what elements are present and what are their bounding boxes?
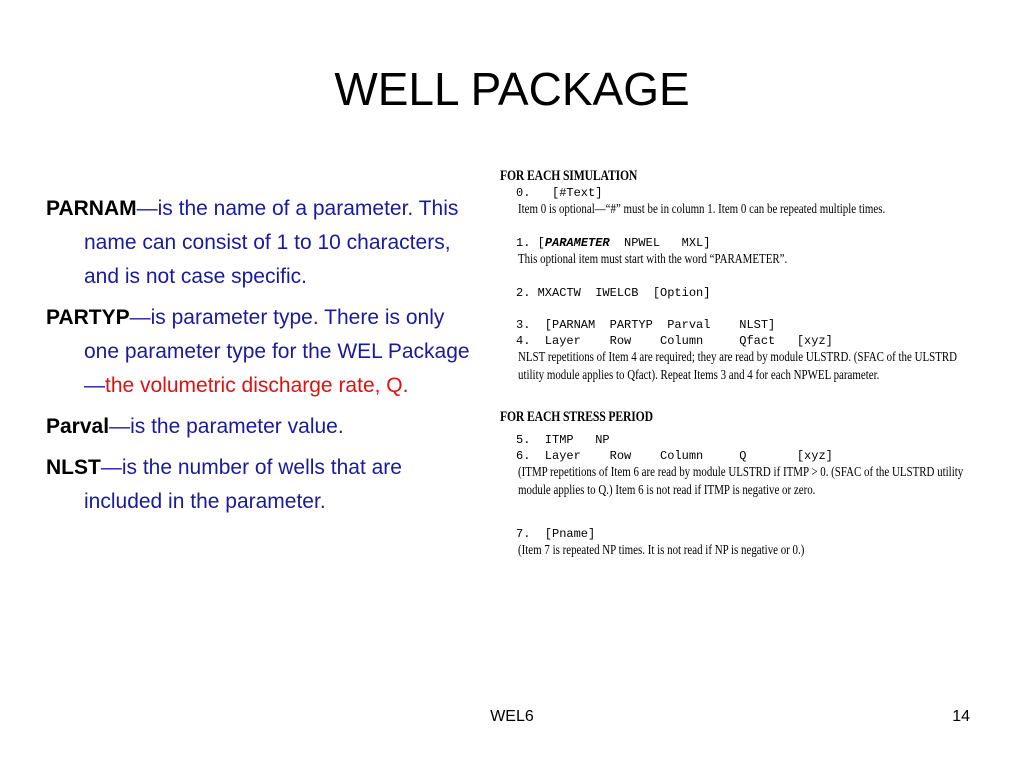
- definitions-list: [46, 192, 476, 526]
- item-3: 3. [PARNAM PARTYP Parval NLST]: [516, 318, 776, 332]
- footer-label: WEL6: [490, 708, 534, 725]
- definition-term: NLST: [46, 456, 101, 479]
- definition-text: —is the name of a parameter. This name can consist of 1 to 10 characters, and is not case specific.: [84, 197, 459, 288]
- definition-nlst: [46, 451, 476, 519]
- definition-term: PARTYP: [46, 306, 130, 329]
- definition-term: Parval: [46, 415, 110, 438]
- note-item-6-line-2: module applies to Q.) Item 6 is not read if ITMP is negative or zero.: [518, 483, 816, 498]
- note-item-6-line-1: (ITMP repetitions of Item 6 are read by module ULSTRD if ITMP > 0. (SFAC of the ULSTRD utility: [518, 465, 964, 480]
- definition-partyp: [46, 301, 476, 403]
- page-number: 14: [952, 708, 970, 725]
- section-header-stress-period: FOR EACH STRESS PERIOD: [500, 409, 653, 425]
- definition-text: —is the number of wells that are included in the parameter.: [84, 456, 402, 513]
- note-item-0: Item 0 is optional—“#” must be in column 1. Item 0 can be repeated multiple times.: [518, 202, 886, 217]
- item-1-prefix: 1. [: [516, 236, 545, 250]
- note-item-1: This optional item must start with the word “PARAMETER”.: [518, 252, 788, 267]
- note-item-7: (Item 7 is repeated NP times. It is not read if NP is negative or 0.): [518, 543, 805, 558]
- section-header-simulation: FOR EACH SIMULATION: [500, 168, 638, 184]
- definition-parnam: [46, 192, 476, 294]
- slide-title: WELL PACKAGE: [334, 63, 690, 115]
- definition-parval: [46, 410, 476, 444]
- definition-text: —is the parameter value.: [109, 415, 344, 438]
- item-0: 0. [#Text]: [516, 186, 603, 200]
- definition-text: —is parameter type. There is only one parameter type for the WEL Package—: [84, 306, 470, 397]
- definition-highlight: the volumetric discharge rate, Q.: [105, 374, 409, 397]
- item-1: [516, 235, 970, 251]
- item-1-rest: NPWEL MXL]: [609, 236, 711, 250]
- item-4: 4. Layer Row Column Qfact [xyz]: [516, 334, 833, 348]
- item-2: 2. MXACTW IWELCB [Option]: [516, 286, 711, 300]
- item-6: 6. Layer Row Column Q [xyz]: [516, 449, 833, 463]
- note-item-4-line-1: NLST repetitions of Item 4 are required; they are read by module ULSTRD. (SFAC of the ULSTRD: [518, 350, 958, 365]
- item-7: 7. [Pname]: [516, 527, 596, 541]
- item-5: 5. ITMP NP: [516, 433, 610, 447]
- item-1-parameter-keyword: PARAMETER: [544, 236, 610, 250]
- note-item-4-line-2: utility module applies to Qfact). Repeat Items 3 and 4 for each NPWEL parameter.: [518, 368, 880, 383]
- scanned-input-instructions: [500, 168, 970, 660]
- definition-term: PARNAM: [46, 197, 137, 220]
